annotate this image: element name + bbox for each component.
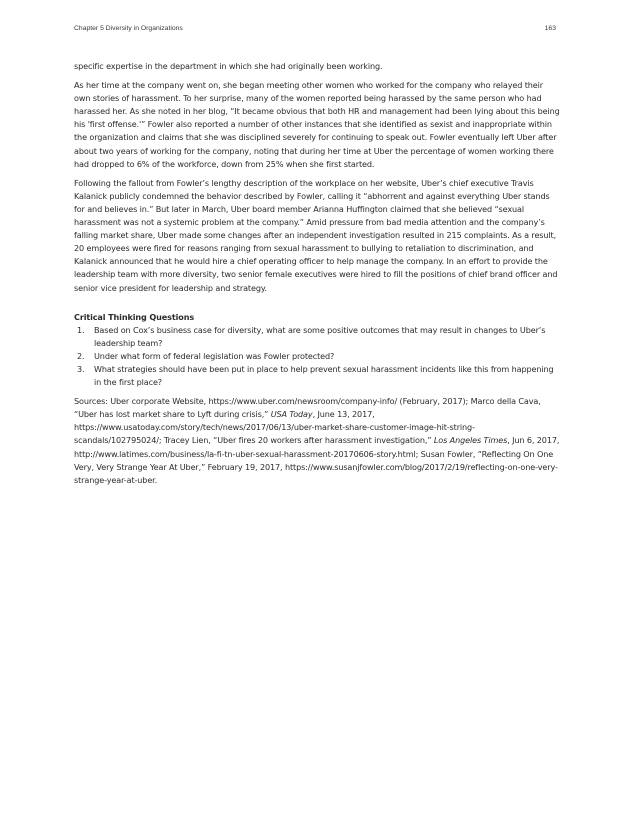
question-item xyxy=(77,350,560,363)
running-header xyxy=(74,25,556,32)
question-number: 3. xyxy=(77,363,85,374)
page-body xyxy=(74,60,560,493)
question-item xyxy=(77,324,560,350)
publication-name: Los Angeles Times xyxy=(433,435,508,446)
question-number: 1. xyxy=(77,324,85,335)
section-heading: Critical Thinking Questions xyxy=(74,311,195,322)
sources-text: , Jun 6, 2017, http://www.latimes.com/business/la-fi-tn-uber-sexual-harassment-20170606-story.html; Susan Fowler, “Reflecting On One Very, Very Strange Year At Uber,” February 19, 2017, https://www.susanjfowler.com/blog/2017/2/19/reflecting-on-one-very-strange-year-at-uber. xyxy=(74,435,560,485)
paragraph: As her time at the company went on, she began meeting other women who worked for the company who relayed their own stories of harassment. To her surprise, many of the women reported being harassed by the same person who had harassed her. As she noted in her blog, “It became obvious that both HR and management had been lying about this being his 'first offense.'” Fowler also reported a number of other instances that she identified as sexist and inappropriate within the organization and claims that she was disciplined severely for continuing to speak out. Fowler eventually left Uber after about two years of working for the company, noting that during her time at Uber the percentage of women working there had dropped to 6% of the workforce, down from 25% when she first started. xyxy=(74,80,560,169)
questions-list xyxy=(74,324,560,389)
question-text: Under what form of federal legislation was Fowler protected? xyxy=(94,350,335,361)
publication-name: USA Today xyxy=(270,409,313,420)
page-number: 163 xyxy=(544,25,556,32)
question-number: 2. xyxy=(77,350,85,361)
question-text: What strategies should have been put in place to help prevent sexual harassment incidents like this from happening in the first place? xyxy=(94,363,554,388)
sources-citation xyxy=(74,395,560,487)
chapter-title: Chapter 5 Diversity in Organizations xyxy=(74,25,183,32)
sources-text: , June 13, 2017, https://www.usatoday.com/story/tech/news/2017/06/13/uber-market-share-customer-image-hit-string-scandals/102795024/; Tracey Lien, “Uber fires 20 workers after harassment investigation,” xyxy=(74,409,475,446)
question-item xyxy=(77,363,560,389)
question-text: Based on Cox’s business case for diversity, what are some positive outcomes that may result in changes to Uber’s leadership team? xyxy=(94,324,546,348)
sources-text: Sources: Uber corporate Website, https://www.uber.com/newsroom/company-info/ (February, 2017); Marco della Cava, “Uber has lost market share to Lyft during crisis,” xyxy=(74,396,541,420)
paragraph: Following the fallout from Fowler’s lengthy description of the workplace on her website, Uber’s chief executive Travis Kalanick publicly condemned the behavior described by Fowler, calling it “abhorrent and against everything Uber stands for and believes in.” But later in March, Uber board member Arianna Huffington claimed that she believed “sexual harassment was not a systemic problem at the company.” Amid pressure from bad media attention and the company’s falling market share, Uber made some changes after an independent investigation resulted in 215 complaints. As a result, 20 employees were fired for reasons ranging from sexual harassment to bullying to retaliation to discrimination, and Kalanick announced that he would hire a chief operating officer to help manage the company. In an effort to provide the leadership team with more diversity, two senior female executives were hired to fill the positions of chief brand officer and senior vice president for leadership and strategy. xyxy=(74,177,558,293)
paragraph: specific expertise in the department in which she had originally been working. xyxy=(74,61,383,71)
